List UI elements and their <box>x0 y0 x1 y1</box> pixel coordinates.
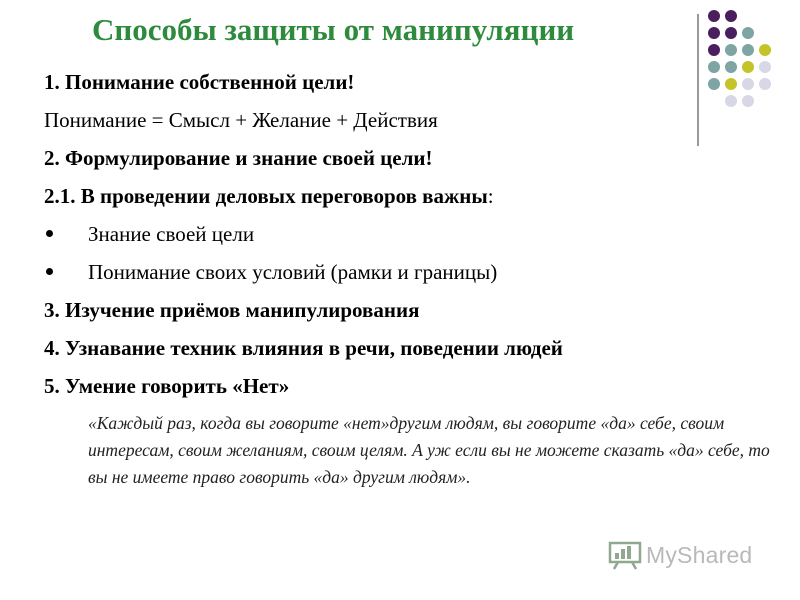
point-5: 5. Умение говорить «Нет» <box>44 374 290 398</box>
slide-body <box>44 63 764 405</box>
point-2-1: 2.1. В проведении деловых переговоров важны: <box>44 184 494 208</box>
watermark-text: MyShared <box>646 541 753 568</box>
presentation-board-icon <box>608 540 642 570</box>
decorative-dot <box>708 44 720 56</box>
point-4: 4. Узнавание техник влияния в речи, поведении людей <box>44 336 563 360</box>
decorative-dot <box>742 44 754 56</box>
decorative-dot <box>708 27 720 39</box>
decorative-dot <box>759 44 771 56</box>
watermark-logo <box>608 540 752 570</box>
point-1-formula: Понимание = Смысл + Желание + Действия <box>44 108 438 132</box>
decorative-dot <box>725 27 737 39</box>
slide-title: Способы защиты от манипуляции <box>92 12 575 47</box>
decorative-dot <box>742 27 754 39</box>
bullet-item-goal: Знание своей цели <box>44 215 764 253</box>
point-2: 2. Формулирование и знание своей цели! <box>44 146 433 170</box>
bullet-icon <box>46 230 53 237</box>
decorative-dot <box>708 10 720 22</box>
decorative-dot <box>725 44 737 56</box>
bullet-icon <box>46 268 53 275</box>
quote-text: «Каждый раз, когда вы говорите «нет»другим людям, вы говорите «да» себе, своим интересам, своим желаниям, своим целям. А уж если вы не можете сказать «да» себе, то вы не имеете право говорить «да» другим людям». <box>88 413 770 487</box>
point-3: 3. Изучение приёмов манипулирования <box>44 298 420 322</box>
bullet-item-conditions: Понимание своих условий (рамки и границы) <box>44 253 764 291</box>
decorative-dot <box>725 10 737 22</box>
point-1: 1. Понимание собственной цели! <box>44 70 355 94</box>
